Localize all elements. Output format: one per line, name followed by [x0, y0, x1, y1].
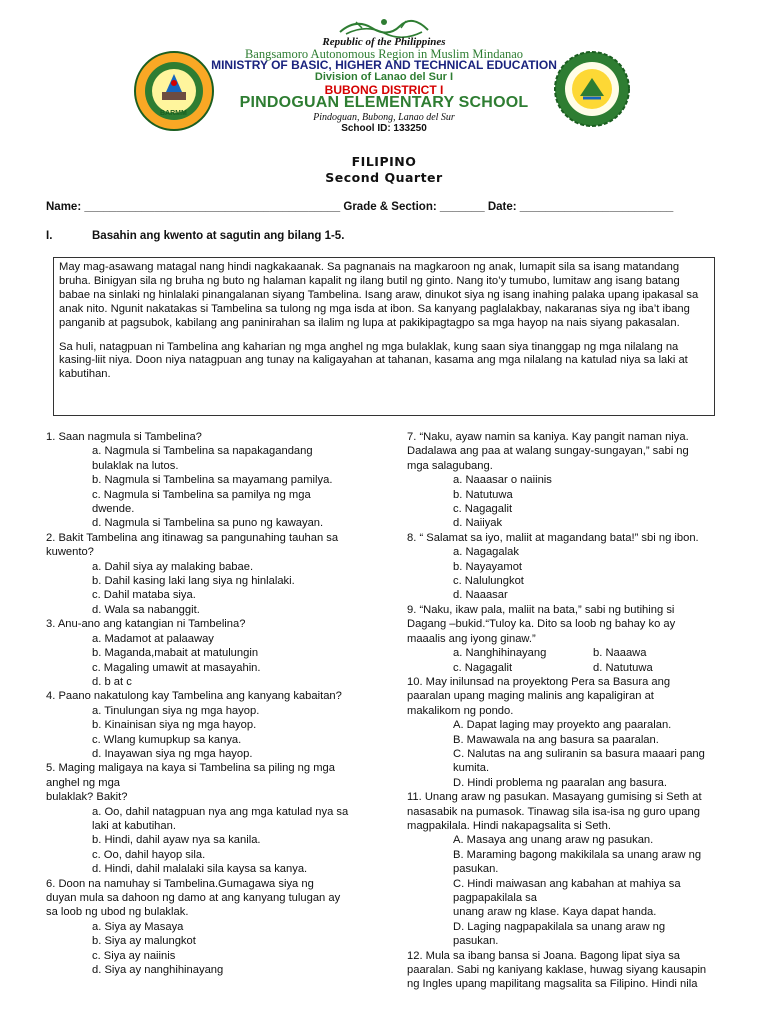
- division-line: Division of Lanao del Sur I: [314, 71, 454, 83]
- answer-option[interactable]: dwende.: [92, 503, 135, 516]
- question-text: sa loob ng ubod ng bulaklak.: [46, 906, 189, 919]
- question-text: 7. “Naku, ayaw namin sa kaniya. Kay pangit naman niya.: [407, 431, 689, 443]
- answer-option[interactable]: b. Siya ay malungkot: [92, 935, 196, 948]
- question-text: paaralan upang maging malinis ang kapaligiran at: [407, 690, 654, 703]
- answer-option[interactable]: a. Nagagalak: [453, 546, 519, 559]
- answer-option[interactable]: b. Maganda,mabait at matulungin: [92, 647, 259, 660]
- answer-option[interactable]: c. Oo, dahil hayop sila.: [92, 848, 206, 861]
- answer-option[interactable]: D. Hindi problema ng paaralan ang basura.: [453, 776, 667, 789]
- question-text: 1. Saan nagmula si Tambelina?: [46, 431, 202, 443]
- answer-option[interactable]: a. Madamot at palaaway: [92, 632, 214, 645]
- answer-option[interactable]: d. Hindi, dahil malalaki sila kaysa sa kanya.: [92, 863, 308, 876]
- answer-option[interactable]: c. Magaling umawit at masayahin.: [92, 661, 261, 674]
- answer-option[interactable]: d. Naiiyak: [453, 517, 503, 530]
- answer-option[interactable]: kumita.: [453, 762, 490, 775]
- subject-title: FILIPINO: [351, 154, 417, 169]
- question-text: 10. May inilunsad na proyektong Pera sa Basura ang: [407, 675, 671, 688]
- answer-option[interactable]: b. Hindi, dahil ayaw nya sa kanila.: [92, 834, 261, 847]
- answer-option[interactable]: C. Hindi maiwasan ang kabahan at mahiya sa: [453, 877, 681, 890]
- answer-option[interactable]: a. Naaasar o naiinis: [453, 474, 552, 487]
- question-text: 11. Unang araw ng pasukan. Masayang gumising si Seth at: [407, 791, 702, 804]
- question-text: Dagang –bukid.“Tuloy ka. Dito sa loob ng bahay ko ay: [407, 618, 676, 631]
- answer-option[interactable]: d. b at c: [92, 675, 132, 688]
- answer-option[interactable]: b. Natutuwa: [453, 488, 513, 501]
- question-text: maaalis ang iyong ginaw.”: [407, 632, 536, 645]
- answer-option[interactable]: a. Nagmula si Tambelina sa napakagandang: [92, 445, 313, 458]
- answer-option[interactable]: A. Masaya ang unang araw ng pasukan.: [453, 834, 654, 847]
- question-text: magpakilala. Hindi nakapagsalita si Seth.: [407, 819, 611, 832]
- answer-option[interactable]: c. Siya ay naiinis: [92, 949, 176, 962]
- answer-option[interactable]: A. Dapat laging may proyekto ang paaralan.: [453, 719, 672, 732]
- ministry-line: MINISTRY OF BASIC, HIGHER AND TECHNICAL EDUCATION: [211, 58, 557, 72]
- question-text: 6. Doon na namuhay si Tambelina.Gumagawa siya ng: [46, 877, 314, 890]
- answer-option[interactable]: c. Nagagalit: [453, 503, 513, 516]
- republic-line: Republic of the Philippines: [322, 36, 446, 48]
- answer-option[interactable]: a. Siya ay Masaya: [92, 920, 184, 933]
- answer-option[interactable]: a. Dahil siya ay malaking babae.: [92, 560, 254, 573]
- section-instruction: Basahin ang kwento at sagutin ang bilang 1-5.: [92, 230, 345, 242]
- calligraphy-crest-icon: [336, 16, 432, 38]
- answer-option-pair: [407, 661, 737, 675]
- answer-option[interactable]: a. Tinulungan siya ng mga hayop.: [92, 704, 260, 717]
- region-line: Bangsamoro Autonomous Region in Muslim Mindanao: [244, 47, 524, 61]
- question-text: 9. “Naku, ikaw pala, maliit na bata,” sabi ng butihing si: [407, 603, 675, 616]
- answer-option[interactable]: c. Nagagalit: [453, 661, 513, 674]
- answer-option[interactable]: d. Siya ay nanghihinayang: [92, 964, 224, 977]
- questions-right-column: [407, 430, 737, 992]
- questions-left-column: [46, 430, 398, 977]
- answer-option[interactable]: laki at kabutihan.: [92, 819, 176, 832]
- answer-option[interactable]: b. Dahil kasing laki lang siya ng hinlalaki.: [92, 575, 295, 588]
- question-text: 3. Anu-ano ang katangian ni Tambelina?: [46, 618, 246, 631]
- answer-option-pair: [407, 646, 737, 660]
- question-text: nasasabik na pumasok. Tinawag sila isa-isa ng guro upang: [407, 805, 700, 818]
- answer-option[interactable]: c. Dahil mataba siya.: [92, 589, 196, 602]
- answer-option[interactable]: C. Nalutas na ang suliranin sa basura maaari pang: [453, 747, 705, 760]
- answer-option[interactable]: b. Nagmula si Tambelina sa mayamang pamilya.: [92, 474, 333, 487]
- story-paragraph-2: Sa huli, natagpuan ni Tambelina ang kaharian ng mga anghel ng mga bulaklak, kung saan siya tinanggap ng mga nilalang na kasing-liit niya. Doon niya natagpuan ang tunay na kaligayahan at tahanan, kasama ang mga nilalang na katulad niya sa laki at kabutihan.: [59, 340, 688, 381]
- answer-option[interactable]: pasukan.: [453, 863, 499, 876]
- answer-option[interactable]: d. Nagmula si Tambelina sa puno ng kawayan.: [92, 517, 324, 530]
- question-text: mga salagubang.: [407, 459, 493, 472]
- answer-option[interactable]: b. Nayayamot: [453, 560, 523, 573]
- answer-option[interactable]: d. Wala sa nabanggit.: [92, 603, 200, 616]
- answer-option[interactable]: D. Laging nagpapakilala sa unang araw ng: [453, 920, 666, 933]
- answer-option[interactable]: c. Nagmula si Tambelina sa pamilya ng mga: [92, 488, 311, 501]
- quarter-title: Second Quarter: [325, 170, 443, 185]
- question-text: Dadalawa ang paa at walang sungay-sungayan,” sabi ng: [407, 445, 689, 458]
- school-name: PINDOGUAN ELEMENTARY SCHOOL: [239, 94, 529, 111]
- question-text: 4. Paano nakatulong kay Tambelina ang kanyang kabaitan?: [46, 690, 342, 703]
- answer-option[interactable]: a. Oo, dahil natagpuan nya ang mga katulad nya sa: [92, 805, 349, 818]
- question-text: ng Ingles upang mapilitang magsalita sa Filipino. Hindi nila: [407, 978, 698, 991]
- section-number: I.: [46, 230, 53, 242]
- answer-option[interactable]: B. Mawawala na ang basura sa paaralan.: [453, 733, 659, 746]
- answer-option[interactable]: bulaklak na lutos.: [92, 459, 179, 472]
- story-paragraph-1: May mag-asawang matagal nang hindi nagkakaanak. Sa pagnanais na magkaroon ng anak, lumapit sila sa isang matandang bruha. Binigyan sila ng bruha ng buto ng halaman kapalit ng ilang butil ng ginto. Nang ito’y tumubo, lumitaw ang isang batang babae na sinlaki ng hinlalaki pinangalanan siyang Tambelina. Isang araw, dinukot siya ng isang inahing palaka upang ipakasal sa anak nito. Ngunit nakatakas si Tambelina sa tulong ng mga isda at ibon. Sa kanyang paglalakbay, nakaranas siya ng iba’t ibang panganib at pagsubok, kabilang ang paninirahan sa ilalim ng lupa at pakikipagtagpo sa mga hayop na nais siyang pakasalan.: [59, 261, 699, 329]
- seal-label: BARMM: [160, 110, 187, 117]
- question-text: anghel ng mga: [46, 776, 121, 789]
- school-id: School ID: 133250: [341, 123, 427, 134]
- answer-option[interactable]: b. Naaawa: [593, 647, 647, 660]
- answer-option[interactable]: pagpapakilala sa: [453, 892, 537, 904]
- answer-option[interactable]: unang araw ng klase. Kaya dapat handa.: [453, 906, 657, 919]
- answer-option[interactable]: d. Inayawan siya ng mga hayop.: [92, 747, 253, 760]
- question-text: 8. “ Salamat sa iyo, maliit at magandang bata!” sbi ng ibon.: [407, 531, 699, 544]
- question-text: paaralan. Sabi ng kaniyang kaklase, huwag siyang kausapin: [407, 964, 707, 977]
- district-line: BUBONG DISTRICT I: [324, 83, 444, 97]
- answer-option[interactable]: d. Naaasar: [453, 589, 508, 602]
- answer-option[interactable]: c. Wlang kumupkup sa kanya.: [92, 733, 242, 746]
- question-text: 2. Bakit Tambelina ang itinawag sa pangunahing tauhan sa: [46, 531, 339, 544]
- story-box: [53, 257, 715, 416]
- answer-option[interactable]: a. Nanghihinayang: [453, 647, 547, 660]
- school-address: Pindoguan, Bubong, Lanao del Sur: [313, 112, 455, 123]
- answer-option[interactable]: b. Kinainisan siya ng mga hayop.: [92, 719, 257, 732]
- question-text: bulaklak? Bakit?: [46, 791, 128, 804]
- question-text: duyan mula sa dahoon ng damo at ang kanyang tulugan ay: [46, 892, 341, 904]
- answer-option[interactable]: B. Maraming bagong makikilala sa unang araw ng: [453, 848, 702, 861]
- answer-option[interactable]: c. Nalulungkot: [453, 575, 524, 588]
- answer-option[interactable]: d. Natutuwa: [593, 661, 653, 674]
- answer-option[interactable]: pasukan.: [453, 935, 499, 948]
- question-text: 5. Maging maligaya na kaya si Tambelina sa piling ng mga: [46, 762, 335, 775]
- question-text: kuwento?: [46, 546, 94, 559]
- question-text: makalikom ng pondo.: [407, 704, 514, 717]
- question-text: 12. Mula sa ibang bansa si Joana. Bagong lipat siya sa: [407, 949, 681, 962]
- name-grade-date-line[interactable]: Name: ________________________________________ Grade & Section: _______ Date: ________________________: [46, 201, 674, 213]
